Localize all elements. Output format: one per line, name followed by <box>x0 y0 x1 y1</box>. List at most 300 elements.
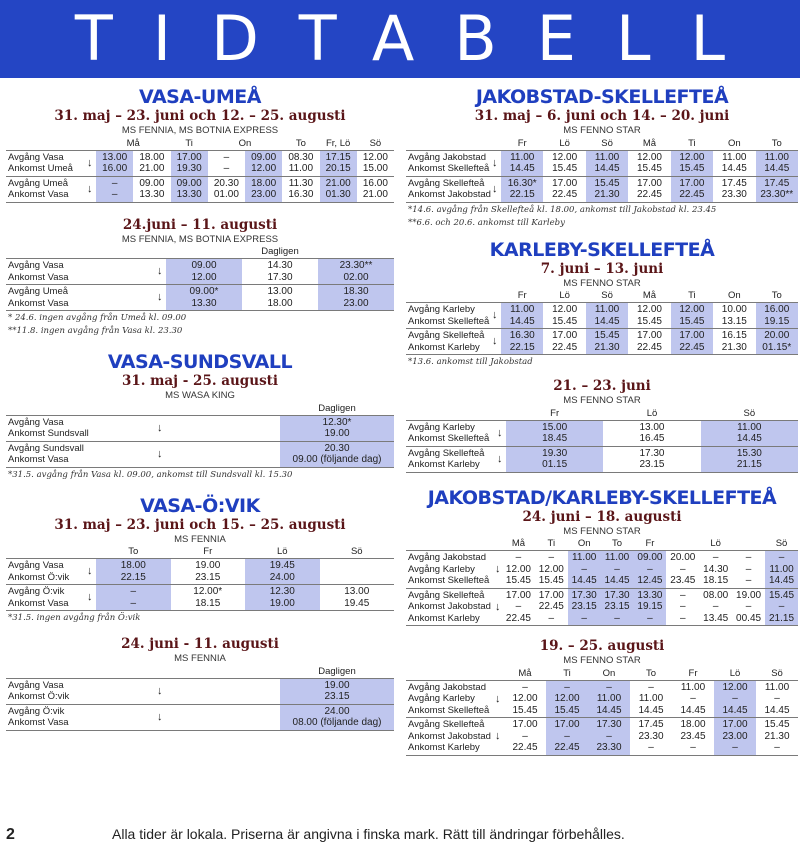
page-number: 2 <box>6 826 15 843</box>
time-value: 17.00 <box>554 719 580 730</box>
departure-arrival-times <box>714 718 756 756</box>
timetable-section <box>406 487 798 627</box>
timetable-section <box>406 239 798 369</box>
stop-label: Ankomst Skellefteå <box>408 315 490 327</box>
right-column <box>406 86 798 756</box>
time-value: 19.15 <box>764 315 790 327</box>
stop-labels <box>406 176 491 202</box>
departure-arrival-times <box>713 303 755 329</box>
departure-arrival-times <box>732 551 765 589</box>
time-value: 15.45 <box>679 315 705 327</box>
departure-arrival-times <box>280 441 394 467</box>
time-value: 21.30 <box>764 730 790 742</box>
day-header: Fr <box>203 546 213 558</box>
time-value: 18.15 <box>195 597 221 609</box>
departure-arrival-times <box>756 680 798 718</box>
departure-arrival-times <box>713 176 755 202</box>
departure-arrival-times <box>628 176 670 202</box>
time-value: 23.45 <box>670 575 696 586</box>
stop-label: Avgång Umeå <box>8 177 69 189</box>
day-header: Sö <box>771 667 783 679</box>
day-header: Sö <box>601 290 613 302</box>
time-value: 13.30 <box>191 297 217 309</box>
day-header <box>732 538 765 551</box>
time-value: 20.00 <box>764 330 790 341</box>
time-value: 01.15 <box>542 459 568 470</box>
departure-arrival-times <box>280 678 394 704</box>
time-value: – <box>680 612 686 624</box>
departure-arrival-times <box>586 150 628 176</box>
time-value: 18.45 <box>542 433 568 444</box>
period-heading: 19. – 25. augusti <box>539 638 665 654</box>
footnote: *31.5. ingen avgång från Ö:vik <box>8 613 141 623</box>
stop-label: Avgång Jakobstad <box>408 151 486 163</box>
timetable-row <box>6 415 394 441</box>
time-value: – <box>606 681 612 693</box>
day-header <box>166 246 242 259</box>
stop-label: Avgång Umeå <box>8 286 69 297</box>
arrow-down-icon: ↓ <box>86 150 96 176</box>
time-value: 14.45 <box>764 704 790 716</box>
time-value: 14.45 <box>722 704 748 716</box>
day-header: To <box>771 137 782 149</box>
day-header: On <box>238 137 252 149</box>
period-heading: 31. maj – 23. juni och 12. – 25. augusti <box>54 108 346 124</box>
departure-arrival-times <box>318 259 394 285</box>
departure-arrival-times <box>630 718 672 756</box>
day-header <box>166 402 280 415</box>
stop-labels <box>6 150 86 176</box>
time-value: 12.00 <box>512 693 538 704</box>
departure-arrival-times <box>714 680 756 718</box>
timetable-row <box>6 259 394 285</box>
time-value: 20.00 <box>670 552 696 563</box>
timetable-row <box>6 678 394 704</box>
time-value: 17.45 <box>638 719 664 730</box>
time-value: – <box>548 552 555 563</box>
time-value: 12.00 <box>251 163 277 174</box>
time-value: 14.45 <box>509 315 535 327</box>
period-heading: 24.juni – 11. augusti <box>122 216 278 233</box>
timetable-row <box>6 585 394 611</box>
time-value: 16.45 <box>639 433 665 444</box>
time-value: 21.30 <box>594 341 620 353</box>
time-value: 18.00 <box>120 560 146 571</box>
day-header: Må <box>126 137 140 149</box>
stop-label: Avgång Skellefteå <box>408 330 485 341</box>
departure-arrival-times <box>166 285 242 311</box>
time-value: 22.45 <box>636 189 662 200</box>
stop-label: Ankomst Karleby <box>408 742 480 753</box>
time-value: 23.30** <box>339 260 373 271</box>
time-value: 17.45 <box>721 177 747 189</box>
time-value: 18.15 <box>703 575 729 586</box>
departure-arrival-times <box>732 588 765 626</box>
day-header: Ti <box>185 137 193 149</box>
period-heading: 31. maj – 23. juni och 15. – 25. augusti <box>54 516 346 533</box>
departure-arrival-times <box>628 303 670 329</box>
period-heading: 31. maj - 25. augusti <box>121 373 279 389</box>
departure-arrival-times <box>543 329 585 355</box>
arrow-down-icon: ↓ <box>491 150 501 176</box>
timetable-row <box>6 150 394 176</box>
time-value: 15.45 <box>679 163 705 174</box>
time-value: 19.45 <box>269 560 295 571</box>
time-value: 01.30 <box>325 189 351 200</box>
time-value: 12.00 <box>722 681 748 693</box>
time-value: 24.00 <box>269 571 295 583</box>
departure-arrival-times <box>588 680 630 718</box>
timetable-row <box>406 176 798 202</box>
time-value: 15.45 <box>512 704 538 716</box>
day-header: On <box>577 538 591 550</box>
time-value: – <box>680 589 686 601</box>
time-value: 17.00 <box>636 330 662 341</box>
ship-names: MS WASA KING <box>165 390 235 401</box>
time-value: 22.45 <box>679 189 705 200</box>
time-value: 11.00 <box>764 681 790 693</box>
stop-labels <box>6 259 156 285</box>
time-value: 15.45 <box>636 315 662 327</box>
time-value: 11.00 <box>680 681 706 693</box>
departure-arrival-times <box>603 420 700 446</box>
arrow-down-icon: ↓ <box>156 441 166 467</box>
ship-names: MS FENNO STAR <box>563 277 641 289</box>
time-value: 12.00 <box>679 151 705 163</box>
stop-label: Avgång Vasa <box>8 151 64 163</box>
stop-label: Avgång Karleby <box>408 304 475 315</box>
time-value: 11.00 <box>510 304 535 315</box>
time-value: 19.00 <box>269 597 295 609</box>
stop-label: Avgång Karleby <box>408 563 475 575</box>
timetable-row <box>6 559 394 585</box>
day-header: Fr <box>688 667 698 679</box>
departure-arrival-times <box>672 718 714 756</box>
time-value: 12.00 <box>538 563 564 575</box>
timetable-section <box>6 86 394 203</box>
footnote: **6.6. och 20.6. ankomst till Karleby <box>408 217 565 228</box>
time-value: 08.00 <box>703 589 729 601</box>
departure-arrival-times <box>96 176 133 202</box>
stop-label: Avgång Skellefteå <box>408 589 485 601</box>
time-value: 21.30 <box>594 189 620 200</box>
time-value: 16.15 <box>721 330 747 341</box>
day-header: To <box>612 538 623 550</box>
time-value: 17.00 <box>538 589 564 601</box>
timetable-row <box>406 420 798 446</box>
departure-arrival-times <box>546 718 588 756</box>
day-header: Lö <box>559 137 570 149</box>
time-value: 14.45 <box>721 163 747 174</box>
time-value: 16.30 <box>288 189 314 200</box>
time-value <box>167 680 279 692</box>
time-value: 11.00 <box>722 151 747 163</box>
departure-arrival-times <box>245 559 320 585</box>
time-value: 17.00 <box>679 330 705 341</box>
arrow-down-icon: ↓ <box>494 551 502 589</box>
day-header: Ti <box>688 290 696 302</box>
time-value: 11.00 <box>288 163 314 174</box>
departure-arrival-times <box>586 303 628 329</box>
departure-arrival-times <box>601 551 634 589</box>
time-value: – <box>648 742 654 753</box>
time-value: 12.00 <box>552 151 578 163</box>
time-value: – <box>564 730 570 742</box>
stop-label: Ankomst Vasa <box>8 297 69 309</box>
ship-names: MS FENNIA, MS BOTNIA EXPRESS <box>121 125 279 136</box>
stop-label: Avgång Skellefteå <box>408 719 485 730</box>
time-value: 15.45 <box>768 589 795 601</box>
time-value: 15.45 <box>594 177 620 189</box>
time-value: – <box>732 742 738 753</box>
timetable-row <box>406 329 798 355</box>
time-value: 14.45 <box>604 575 630 586</box>
timetable-row <box>6 176 394 202</box>
stop-labels <box>6 585 86 611</box>
time-value: 21.15 <box>768 612 795 624</box>
time-value: 23.15 <box>604 601 630 612</box>
day-header: Lö <box>559 290 570 302</box>
time-value: – <box>745 563 752 575</box>
departure-arrival-times <box>357 176 394 202</box>
departure-arrival-times <box>171 559 246 585</box>
time-value: 22.45 <box>552 189 578 200</box>
time-value: – <box>774 693 780 704</box>
time-value: 20.30 <box>324 442 350 454</box>
time-value: – <box>778 552 785 563</box>
stop-label: Ankomst Jakobstad <box>408 730 491 742</box>
timetable <box>406 667 798 756</box>
day-header: Dagligen <box>318 665 356 677</box>
day-header: Må <box>518 667 532 679</box>
time-value: 17.00 <box>512 719 538 730</box>
day-header: Dagligen <box>261 246 299 258</box>
time-value: 14.45 <box>571 575 597 586</box>
time-value: 12.00* <box>193 586 223 597</box>
time-value: 11.00 <box>604 552 630 563</box>
time-value: 11.00 <box>510 151 535 163</box>
stop-label: Ankomst Jakobstad <box>408 601 491 612</box>
time-value: 23.30** <box>760 189 794 200</box>
day-header: Dagligen <box>318 402 356 414</box>
ship-names: MS FENNO STAR <box>563 395 641 406</box>
stop-label: Avgång Jakobstad <box>408 552 486 563</box>
ship-names: MS FENNO STAR <box>563 125 641 136</box>
route-title: VASA-SUNDSVALL <box>107 351 293 373</box>
departure-arrival-times <box>568 551 601 589</box>
departure-arrival-times <box>280 704 394 730</box>
timetable-section <box>6 495 394 625</box>
time-value: 14.45 <box>680 704 706 716</box>
time-value: 12.00 <box>552 304 578 315</box>
stop-labels <box>406 718 494 756</box>
departure-arrival-times <box>765 551 798 589</box>
time-value: 08.30 <box>288 151 314 163</box>
stop-label: Ankomst Vasa <box>8 189 69 200</box>
time-value: – <box>778 601 785 612</box>
day-header: To <box>771 290 782 302</box>
departure-arrival-times <box>634 588 667 626</box>
time-value: 18.00 <box>139 151 165 163</box>
period-heading: 21. – 23. juni <box>553 378 651 394</box>
time-value: 12.45 <box>637 575 663 586</box>
time-value: – <box>680 563 686 575</box>
time-value: 22.45 <box>554 742 580 753</box>
stop-labels <box>6 441 156 467</box>
departure-arrival-times <box>501 176 543 202</box>
day-header: Lö <box>729 667 741 679</box>
stop-label: Avgång Vasa <box>8 560 64 571</box>
stop-label: Ankomst Skellefteå <box>408 704 490 716</box>
time-value: 19.00 <box>324 428 350 439</box>
day-header: Må <box>642 137 657 149</box>
departure-arrival-times <box>671 329 713 355</box>
time-value: – <box>223 151 230 163</box>
route-title: KARLEBY-SKELLEFTEÅ <box>489 238 715 261</box>
time-value: 17.00 <box>505 589 531 601</box>
time-value: 23.00 <box>343 297 369 309</box>
time-value: – <box>745 575 752 586</box>
time-value: 20.30 <box>213 177 239 189</box>
time-value: 23.30 <box>596 742 622 753</box>
timetable-section <box>6 217 394 338</box>
departure-arrival-times <box>630 680 672 718</box>
time-value: 13.45 <box>703 612 729 624</box>
time-value: 19.15 <box>637 601 663 612</box>
time-value: – <box>732 693 738 704</box>
departure-arrival-times <box>242 285 318 311</box>
footnote: *31.5. avgång från Vasa kl. 09.00, ankomst till Sundsvall kl. 15.30 <box>8 469 293 480</box>
time-value: – <box>581 563 587 575</box>
time-value: 23.30 <box>638 730 664 742</box>
time-value: 17.15 <box>325 151 351 163</box>
stop-label: Avgång Jakobstad <box>408 681 486 693</box>
day-header: Ti <box>547 538 556 550</box>
time-value: 12.00 <box>679 304 705 315</box>
timetable-section <box>6 351 394 481</box>
departure-arrival-times <box>713 150 755 176</box>
departure-arrival-times <box>628 150 670 176</box>
footnote: **11.8. ingen avgång från Vasa kl. 23.30 <box>8 326 183 336</box>
stop-label: Ankomst Vasa <box>8 597 69 609</box>
departure-arrival-times <box>133 176 170 202</box>
route-title: VASA-Ö:VIK <box>140 494 260 517</box>
time-value: 22.45 <box>538 601 564 612</box>
time-value <box>167 428 279 440</box>
time-value: 12.30* <box>322 416 352 428</box>
time-value: 11.00 <box>638 693 664 704</box>
day-header: To <box>128 546 139 558</box>
departure-arrival-times <box>96 585 171 611</box>
period-heading: 24. juni - 11. augusti <box>121 636 279 652</box>
time-value: – <box>515 601 522 612</box>
departure-arrival-times <box>701 420 798 446</box>
departure-arrival-times <box>543 303 585 329</box>
departure-arrival-times <box>628 329 670 355</box>
departure-arrival-times <box>672 680 714 718</box>
stop-label: Ankomst Ö:vik <box>8 691 70 702</box>
stop-label: Avgång Vasa <box>8 679 64 691</box>
time-value: – <box>614 563 620 575</box>
time-value: 24.00 <box>324 705 350 717</box>
departure-arrival-times <box>756 176 798 202</box>
timetable-row <box>6 441 394 467</box>
stop-label: Ankomst Sundsvall <box>8 428 89 439</box>
timetable-section <box>406 378 798 473</box>
day-header: Sö <box>350 546 363 558</box>
time-value: 11.00 <box>572 552 597 563</box>
stop-labels <box>406 329 491 355</box>
day-header: On <box>602 667 616 679</box>
time-value: 01.15* <box>762 341 792 353</box>
departure-arrival-times <box>166 704 280 730</box>
time-value: 11.00 <box>594 304 620 315</box>
time-value: 10.00 <box>721 304 747 315</box>
stop-label: Ankomst Karleby <box>408 459 480 470</box>
time-value: 22.45 <box>505 612 531 624</box>
time-value: 12.30 <box>269 586 295 597</box>
ship-names: MS FENNIA, MS BOTNIA EXPRESS <box>121 233 279 245</box>
timetable <box>406 137 798 203</box>
time-value: 14.45 <box>638 704 664 716</box>
arrow-down-icon: ↓ <box>86 559 96 585</box>
departure-arrival-times <box>245 176 282 202</box>
time-value: 19.30 <box>176 163 202 174</box>
time-value: 15.45 <box>554 704 580 716</box>
departure-arrival-times <box>504 680 546 718</box>
time-value: 19.00 <box>736 589 762 601</box>
time-value: 19.00 <box>195 560 221 571</box>
time-value: 22.45 <box>552 341 578 353</box>
time-value <box>167 417 279 429</box>
time-value: 12.00 <box>191 271 217 283</box>
day-header: Fr <box>550 407 560 419</box>
time-value: – <box>111 189 118 200</box>
time-value: 09.00 (följande dag) <box>292 454 382 465</box>
time-value: – <box>745 601 752 612</box>
departure-arrival-times <box>245 150 282 176</box>
time-value: – <box>581 612 587 624</box>
stop-label: Ankomst Karleby <box>408 612 480 624</box>
time-value: 14.45 <box>509 163 535 174</box>
time-value: – <box>515 552 522 563</box>
departure-arrival-times <box>756 718 798 756</box>
arrow-down-icon: ↓ <box>86 585 96 611</box>
timetable <box>6 137 394 203</box>
time-value: – <box>690 742 696 753</box>
stop-labels <box>406 303 491 329</box>
departure-arrival-times <box>588 718 630 756</box>
stop-label: Ankomst Jakobstad <box>408 189 491 200</box>
time-value: 12.00 <box>505 563 531 575</box>
time-value: 15.00 <box>542 421 568 433</box>
time-value: 11.00 <box>594 151 620 163</box>
stop-label: Avgång Skellefteå <box>408 447 485 459</box>
time-value: 14.30 <box>267 260 293 271</box>
time-value: 23.15 <box>571 601 597 612</box>
time-value: – <box>130 586 137 597</box>
departure-arrival-times <box>701 446 798 472</box>
time-value: 22.15 <box>120 571 146 583</box>
time-value: 16.30* <box>507 177 537 189</box>
departure-arrival-times <box>242 259 318 285</box>
time-value: 12.00 <box>636 304 662 315</box>
departure-arrival-times <box>568 588 601 626</box>
time-value: – <box>130 597 137 609</box>
route-title: VASA-UMEÅ <box>139 86 261 108</box>
day-header <box>166 665 280 678</box>
time-value: 14.45 <box>736 433 762 444</box>
